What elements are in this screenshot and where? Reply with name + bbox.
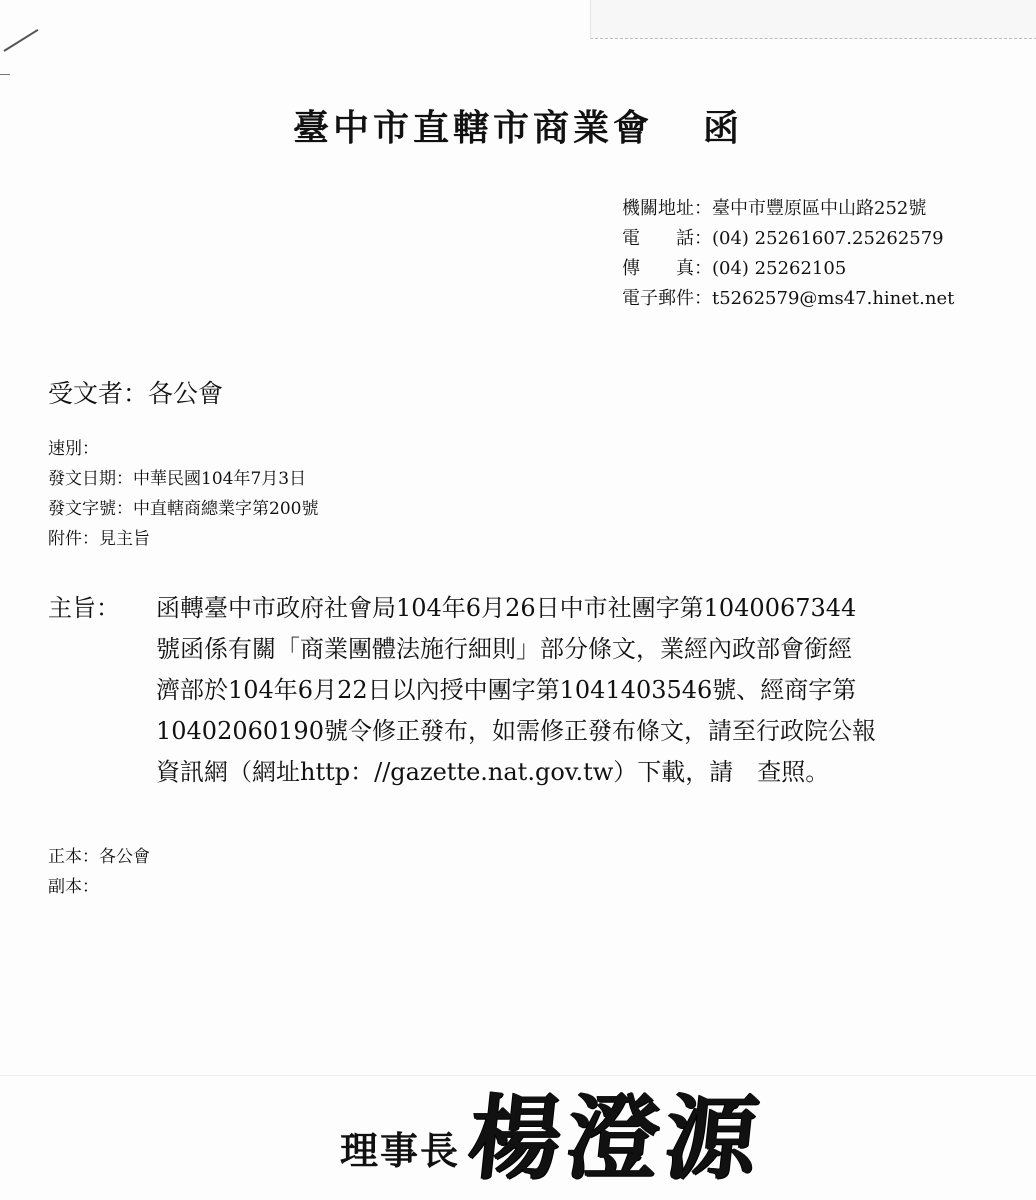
title-document-type: 函 (703, 107, 744, 149)
subject-line: 號函係有關「商業團體法施行細則」部分條文，業經內政部會銜經 (156, 635, 852, 663)
attachment-label: 附件： (48, 529, 99, 549)
original-value: 各公會 (99, 847, 150, 867)
pen-mark (3, 29, 38, 52)
subject-line: 10402060190號令修正發布，如需修正發布條文，請至行政院公報 (156, 717, 876, 745)
original-recipients-row (48, 842, 150, 872)
contact-email-row (622, 284, 954, 314)
signature-block (340, 1065, 769, 1197)
subject-line: 資訊網（網址http：//gazette.nat.gov.tw）下載，請 查照。 (156, 758, 830, 786)
title-organization: 臺中市直轄市商業會 (292, 107, 653, 149)
document-meta (48, 434, 318, 554)
speed-row (48, 434, 318, 464)
document-number-value: 中直轄商總業字第200號 (133, 499, 319, 519)
signatory-name-stamp: 楊澄源 (463, 1084, 769, 1192)
email-value: t5262579@ms47.hinet.net (712, 288, 955, 309)
email-label: 電子郵件： (622, 288, 712, 309)
phone-label: 電 話： (622, 228, 712, 249)
fax-label: 傳 真： (622, 258, 712, 279)
contact-address-row (622, 194, 954, 224)
copy-recipients-row (48, 872, 150, 902)
contact-fax-row (622, 254, 954, 284)
scan-fold-edge (590, 0, 1036, 39)
speed-label: 速別： (48, 439, 99, 459)
fax-value: (04) 25262105 (712, 258, 847, 279)
contact-phone-row (622, 224, 954, 254)
pen-mark (0, 74, 10, 75)
copy-label: 副本： (48, 877, 99, 897)
signatory-title: 理事長 (340, 1128, 461, 1173)
document-title (0, 100, 1036, 151)
phone-value: (04) 25261607.25262579 (712, 228, 944, 249)
subject-label: 主旨： (48, 594, 120, 622)
original-label: 正本： (48, 847, 99, 867)
recipient-line (48, 374, 223, 410)
document-number-label: 發文字號： (48, 499, 133, 519)
date-value: 中華民國104年7月3日 (133, 469, 307, 489)
recipient-value: 各公會 (148, 379, 224, 408)
attachment-row (48, 524, 318, 554)
address-value: 臺中市豐原區中山路252號 (712, 198, 927, 219)
document-number-row (48, 494, 318, 524)
date-label: 發文日期： (48, 469, 133, 489)
distribution-block (48, 842, 150, 902)
subject-line: 函轉臺中市政府社會局104年6月26日中市社團字第1040067344 (156, 594, 857, 622)
recipient-label: 受文者： (48, 379, 149, 408)
subject-line: 濟部於104年6月22日以內授中團字第1041403546號、經商字第 (156, 676, 857, 704)
attachment-value: 見主旨 (99, 529, 150, 549)
subject-body (156, 588, 1032, 793)
address-label: 機關地址： (622, 198, 712, 219)
date-row (48, 464, 318, 494)
contact-block (622, 194, 954, 314)
